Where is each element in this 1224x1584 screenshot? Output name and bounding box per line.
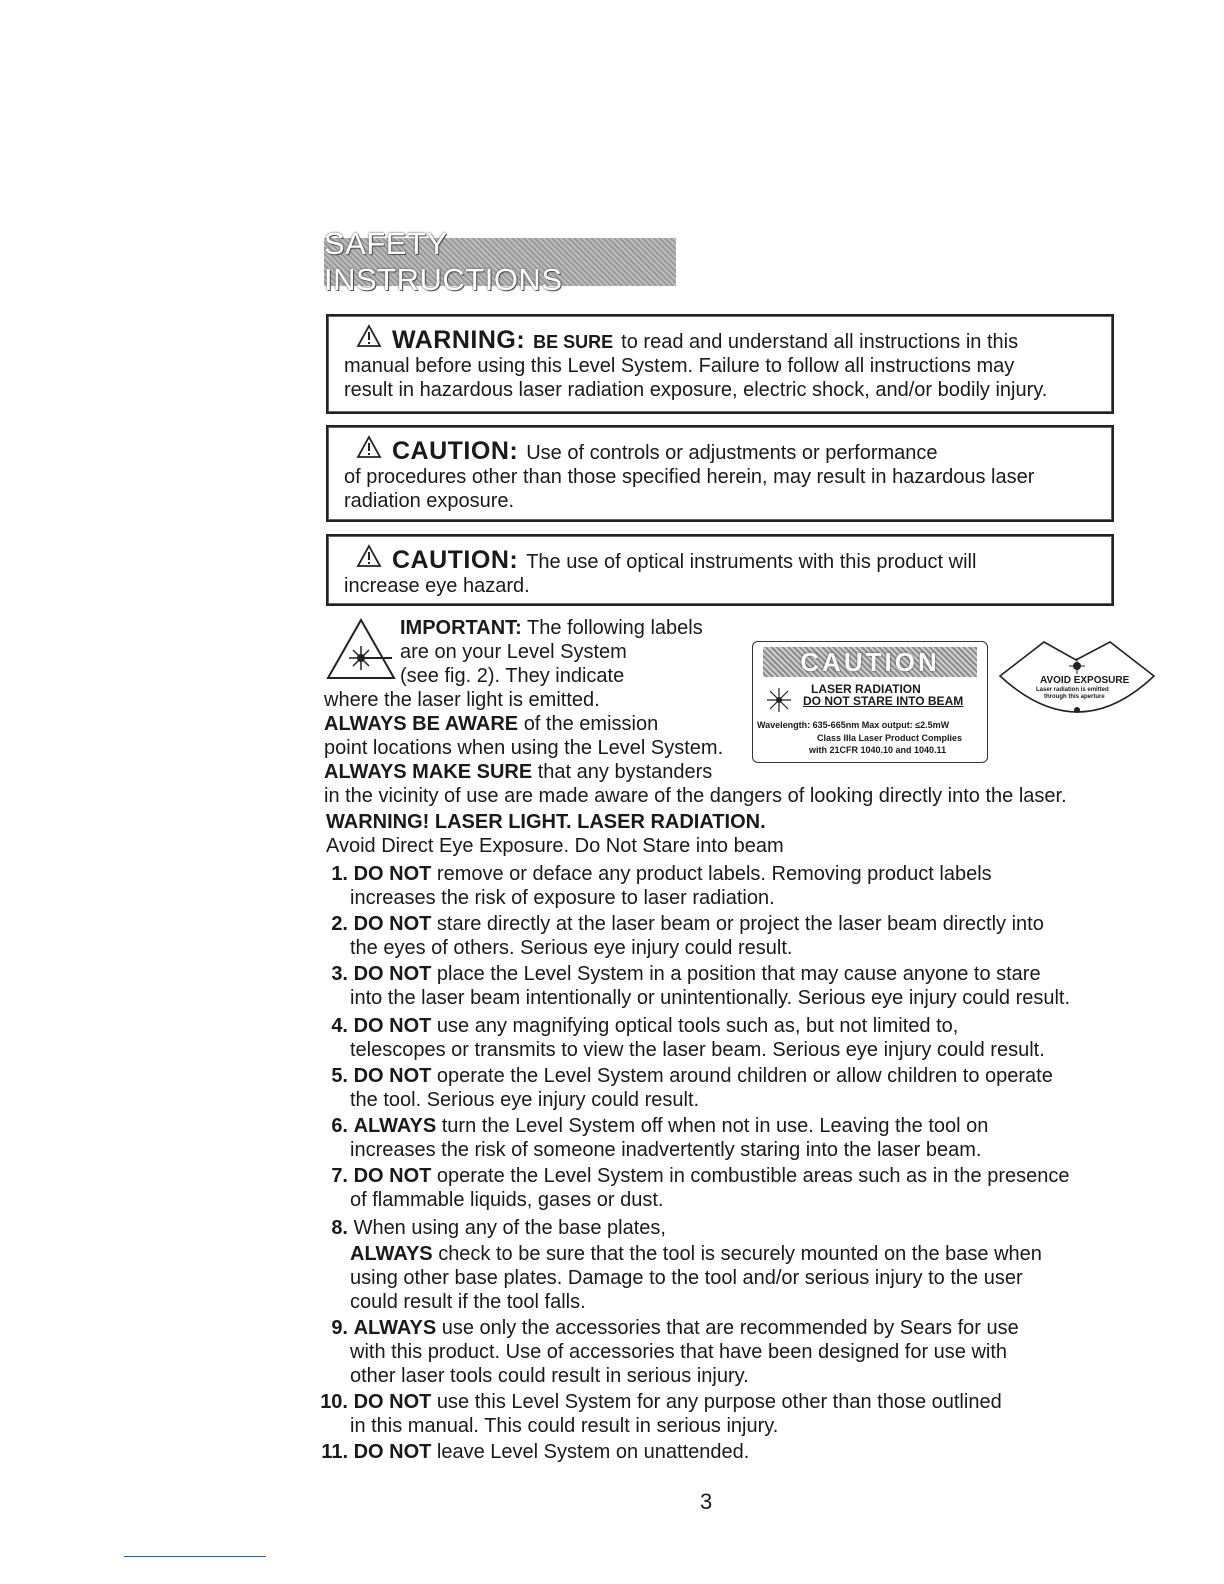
avoid-label-line-3: through this aperture — [1044, 694, 1105, 700]
list-item: 4. DO NOT use any magnifying optical tools such as, but not limited to, telescopes or transmits to view the laser beam. Serious eye injury could result. — [331, 1015, 1045, 1061]
warning-line-3: result in hazardous laser radiation exposure, electric shock, and/or bodily injury. — [344, 379, 1048, 401]
list-item: 5. DO NOT operate the Level System around children or allow children to operate the tool. Serious eye injury could result. — [331, 1065, 1053, 1111]
laser-starburst-icon — [765, 686, 793, 714]
footer-rule — [124, 1556, 266, 1557]
caution-keyword: CAUTION: — [392, 546, 519, 574]
avoid-label-line-2: Laser radiation is emitted — [1036, 687, 1109, 693]
caution-label-title: CAUTION — [800, 646, 940, 677]
list-item: 6. ALWAYS turn the Level System off when not in use. Leaving the tool on increases the risk of someone inadvertently staring into the laser beam. — [331, 1115, 989, 1161]
important-line-5: ALWAYS BE AWARE of the emission — [324, 713, 659, 735]
warning-keyword: WARNING: — [392, 326, 526, 354]
caution1-line-2: of procedures other than those specified herein, may result in hazardous laser — [344, 466, 1035, 488]
caution-label-line-2: DO NOT STARE INTO BEAM — [803, 694, 964, 708]
caution-label-banner — [763, 647, 977, 677]
warning-line-1: to read and understand all instructions in this — [621, 331, 1019, 353]
important-line-7: ALWAYS MAKE SURE that any bystanders — [324, 761, 713, 783]
list-item: 1. DO NOT remove or deface any product labels. Removing product labels increases the risk of exposure to laser radiation. — [331, 863, 992, 909]
important-line-3: (see fig. 2). They indicate — [400, 665, 625, 687]
important-line-4: where the laser light is emitted. — [324, 689, 600, 711]
caution1-line-3: radiation exposure. — [344, 490, 515, 512]
caution-label-line-4: Class IIIa Laser Product Complies — [817, 733, 963, 743]
caution-notice-optical — [326, 534, 1114, 606]
caution-product-label — [752, 641, 988, 763]
caution2-line-1: The use of optical instruments with this product will — [526, 551, 977, 573]
important-line-8: in the vicinity of use are made aware of the dangers of looking directly into the laser. — [324, 785, 1067, 807]
list-item: 9. ALWAYS use only the accessories that are recommended by Sears for use with this product. Use of accessories that have been designed for use with other laser tools could result in serious injury. — [331, 1317, 1019, 1387]
list-item: 10. DO NOT use this Level System for any purpose other than those outlined in this manual. This could result in serious injury. — [320, 1391, 1002, 1437]
laser-warning-heading: WARNING! LASER LIGHT. LASER RADIATION. — [326, 811, 766, 833]
caution-notice-controls — [326, 425, 1114, 522]
section-title-banner — [324, 226, 676, 297]
laser-warning-sub: Avoid Direct Eye Exposure. Do Not Stare into beam — [326, 835, 784, 857]
important-line-6: point locations when using the Level System. — [324, 737, 724, 759]
caution-keyword: CAUTION: — [392, 437, 519, 465]
caution-label-line-1: LASER RADIATION — [811, 682, 921, 696]
caution-triangle-icon — [356, 435, 382, 459]
caution1-line-1: Use of controls or adjustments or performance — [526, 442, 938, 464]
list-item: 3. DO NOT place the Level System in a position that may cause anyone to stare into the laser beam intentionally or unintentionally. Serious eye injury could result. — [331, 963, 1071, 1009]
caution-triangle-icon — [356, 544, 382, 568]
important-line-2: are on your Level System — [400, 641, 627, 663]
caution-label-line-3: Wavelength: 635-665nm Max output: ≤2.5mW — [757, 720, 950, 730]
page-number: 3 — [700, 1489, 713, 1514]
warning-lead: BE SURE — [533, 332, 614, 352]
important-line-1: IMPORTANT: The following labels — [400, 617, 703, 639]
avoid-label-line-1: AVOID EXPOSURE — [1040, 675, 1130, 686]
laser-hazard-icon — [326, 618, 396, 680]
warning-triangle-icon — [356, 324, 382, 348]
caution2-line-2: increase eye hazard. — [344, 575, 530, 597]
warning-line-2: manual before using this Level System. Failure to follow all instructions may — [344, 355, 1015, 377]
list-item: 7. DO NOT operate the Level System in combustible areas such as in the presence of flammable liquids, gases or dust. — [331, 1165, 1070, 1211]
list-item: 8. When using any of the base plates, ALWAYS check to be sure that the tool is securely mounted on the base when using other base plates. Damage to the tool and/or serious injury to the user could result if the tool falls. — [331, 1217, 1042, 1313]
warning-notice — [326, 314, 1114, 414]
caution-label-line-5: with 21CFR 1040.10 and 1040.11 — [809, 745, 947, 755]
section-title: SAFETY INSTRUCTIONS — [324, 226, 563, 297]
list-item: 2. DO NOT stare directly at the laser beam or project the laser beam directly into the eyes of others. Serious eye injury could result. — [331, 913, 1044, 959]
list-item: 11. DO NOT leave Level System on unattended. — [321, 1441, 750, 1463]
